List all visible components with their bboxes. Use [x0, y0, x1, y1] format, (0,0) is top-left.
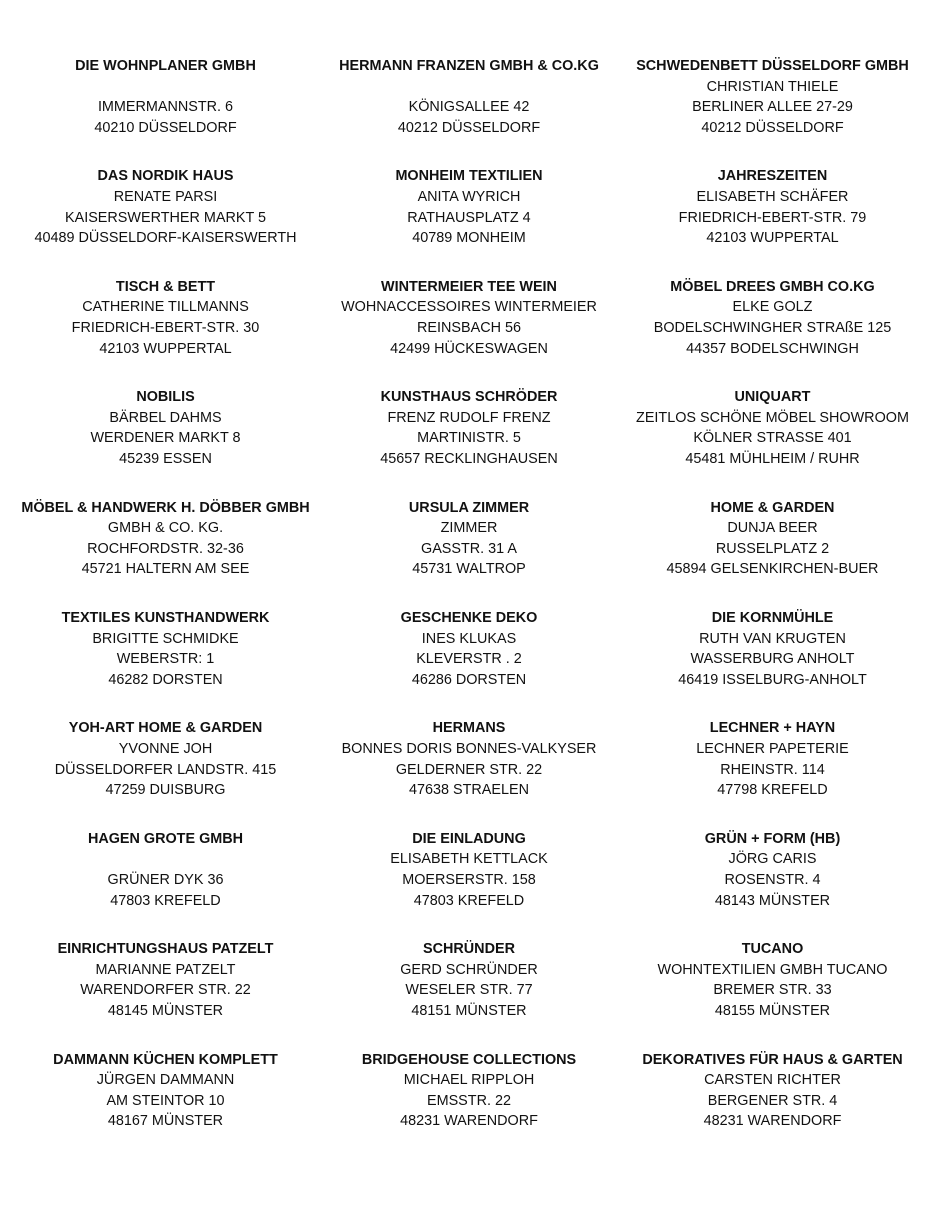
postal-city: 42103 WUPPERTAL	[706, 230, 839, 247]
address-entry	[319, 1050, 619, 1160]
postal-city: 48231 WARENDORF	[400, 1113, 538, 1130]
postal-city: 45721 HALTERN AM SEE	[81, 561, 250, 578]
postal-city: 40789 MONHEIM	[412, 230, 526, 247]
street-address: MARTINISTR. 5	[417, 430, 521, 447]
street-address: KLEVERSTR . 2	[416, 651, 522, 668]
address-entry	[319, 498, 619, 608]
street-address: EMSSTR. 22	[427, 1092, 511, 1109]
address-entry	[319, 166, 619, 276]
postal-city: 47798 KREFELD	[717, 782, 828, 799]
street-address: BERGENER STR. 4	[707, 1092, 838, 1109]
company-name: TISCH & BETT	[115, 278, 216, 295]
address-entry	[12, 718, 319, 828]
postal-city: 47803 KREFELD	[110, 892, 221, 909]
company-name: DIE KORNMÜHLE	[711, 609, 834, 626]
company-name: DIE EINLADUNG	[412, 830, 526, 847]
company-name: EINRICHTUNGSHAUS PATZELT	[57, 941, 274, 958]
contact-name: JÜRGEN DAMMANN	[96, 1072, 235, 1089]
contact-name: WOHNTEXTILIEN GMBH TUCANO	[657, 961, 888, 978]
street-address: WASSERBURG ANHOLT	[690, 651, 855, 668]
postal-city: 40489 DÜSSELDORF-KAISERSWERTH	[34, 230, 297, 247]
street-address: WEBERSTR: 1	[116, 651, 215, 668]
address-entry	[619, 166, 926, 276]
street-address: BODELSCHWINGHER STRAßE 125	[653, 319, 892, 336]
postal-city: 45657 RECKLINGHAUSEN	[380, 450, 558, 467]
address-entry	[12, 608, 319, 718]
street-address: KÖLNER STRASSE 401	[693, 430, 852, 447]
street-address: BREMER STR. 33	[713, 982, 832, 999]
street-address: RHEINSTR. 114	[720, 761, 825, 778]
postal-city: 42499 HÜCKESWAGEN	[390, 340, 548, 357]
company-name: SCHWEDENBETT DÜSSELDORF GMBH	[636, 58, 909, 74]
contact-name: CARSTEN RICHTER	[704, 1072, 841, 1089]
street-address: FRIEDRICH-EBERT-STR. 79	[678, 209, 867, 226]
postal-city: 45239 ESSEN	[119, 450, 212, 467]
postal-city: 40210 DÜSSELDORF	[94, 119, 237, 136]
address-list	[12, 56, 926, 1160]
contact-name: CATHERINE TILLMANNS	[82, 299, 249, 316]
address-entry	[619, 939, 926, 1049]
postal-city: 47803 KREFELD	[413, 892, 525, 909]
address-entry	[319, 718, 619, 828]
street-address: FRIEDRICH-EBERT-STR. 30	[71, 319, 260, 336]
contact-name: BÄRBEL DAHMS	[109, 409, 222, 426]
contact-name: JÖRG CARIS	[728, 851, 817, 868]
postal-city: 46282 DORSTEN	[108, 671, 223, 688]
company-name: DAMMANN KÜCHEN KOMPLETT	[53, 1051, 278, 1068]
company-name: LECHNER + HAYN	[709, 720, 836, 737]
contact-name: YVONNE JOH	[118, 740, 213, 757]
contact-name: ZIMMER	[440, 520, 498, 537]
postal-city: 48151 MÜNSTER	[411, 1002, 527, 1019]
street-address: KÖNIGSALLEE 42	[408, 99, 530, 116]
postal-city: 44357 BODELSCHWINGH	[686, 340, 859, 357]
address-entry	[619, 387, 926, 497]
company-name: YOH-ART HOME & GARDEN	[68, 720, 263, 737]
street-address: DÜSSELDORFER LANDSTR. 415	[54, 761, 277, 778]
postal-city: 42103 WUPPERTAL	[99, 340, 232, 357]
address-entry	[12, 498, 319, 608]
address-entry	[12, 1050, 319, 1160]
company-name: KUNSTHAUS SCHRÖDER	[380, 389, 558, 406]
contact-name: ZEITLOS SCHÖNE MÖBEL SHOWROOM	[636, 409, 909, 426]
street-address: WERDENER MARKT 8	[90, 430, 241, 447]
street-address: AM STEINTOR 10	[106, 1092, 225, 1109]
contact-name: BONNES DORIS BONNES-VALKYSER	[341, 740, 597, 757]
address-entry	[319, 829, 619, 939]
street-address: ROSENSTR. 4	[724, 871, 821, 888]
contact-name: CHRISTIAN THIELE	[706, 78, 839, 95]
street-address: WESELER STR. 77	[405, 982, 533, 999]
contact-name: LECHNER PAPETERIE	[696, 740, 849, 757]
contact-name	[319, 77, 619, 98]
address-entry	[12, 166, 319, 276]
company-name: HAGEN GROTE GMBH	[87, 830, 244, 847]
address-entry	[619, 608, 926, 718]
address-entry	[12, 387, 319, 497]
postal-city: 48155 MÜNSTER	[714, 1002, 831, 1019]
contact-name: RUTH VAN KRUGTEN	[699, 630, 846, 647]
company-name: UNIQUART	[734, 389, 811, 406]
company-name: TEXTILES KUNSTHANDWERK	[61, 609, 270, 626]
contact-name: GMBH & CO. KG.	[107, 520, 224, 537]
contact-name: DUNJA BEER	[727, 520, 818, 537]
postal-city: 48167 MÜNSTER	[107, 1113, 224, 1130]
postal-city: 48231 WARENDORF	[703, 1113, 842, 1130]
company-name: GESCHENKE DEKO	[400, 609, 538, 626]
address-entry	[619, 56, 926, 166]
contact-name	[12, 849, 319, 870]
address-entry	[619, 1050, 926, 1160]
postal-city: 47638 STRAELEN	[409, 782, 529, 799]
postal-city: 48143 MÜNSTER	[714, 892, 831, 909]
postal-city: 40212 DÜSSELDORF	[701, 119, 844, 136]
company-name: GRÜN + FORM (HB)	[704, 830, 841, 847]
contact-name	[12, 77, 319, 98]
street-address: WARENDORFER STR. 22	[80, 982, 251, 999]
address-entry	[12, 829, 319, 939]
company-name: MONHEIM TEXTILIEN	[395, 168, 543, 185]
street-address: RUSSELPLATZ 2	[715, 540, 830, 557]
contact-name: BRIGITTE SCHMIDKE	[92, 630, 239, 647]
street-address: IMMERMANNSTR. 6	[97, 99, 234, 116]
company-name: WINTERMEIER TEE WEIN	[381, 278, 557, 295]
contact-name: GERD SCHRÜNDER	[400, 961, 538, 978]
address-entry	[619, 498, 926, 608]
street-address: GRÜNER DYK 36	[107, 871, 224, 888]
contact-name: WOHNACCESSOIRES WINTERMEIER	[341, 299, 597, 316]
contact-name: ELKE GOLZ	[732, 299, 813, 316]
street-address: GELDERNER STR. 22	[395, 761, 543, 778]
contact-name: ELISABETH SCHÄFER	[696, 188, 849, 205]
address-entry	[12, 939, 319, 1049]
contact-name: ELISABETH KETTLACK	[390, 851, 548, 868]
postal-city: 45894 GELSENKIRCHEN-BUER	[666, 561, 879, 578]
company-name: HOME & GARDEN	[710, 499, 835, 516]
postal-city: 45731 WALTROP	[412, 561, 526, 578]
postal-city: 46419 ISSELBURG-ANHOLT	[678, 671, 867, 688]
street-address: GASSTR. 31 A	[421, 540, 517, 557]
postal-city: 48145 MÜNSTER	[107, 1002, 224, 1019]
company-name: MÖBEL & HANDWERK H. DÖBBER GMBH	[21, 499, 310, 516]
contact-name: INES KLUKAS	[421, 630, 517, 647]
company-name: HERMANN FRANZEN GMBH & CO.KG	[339, 58, 599, 74]
postal-city: 46286 DORSTEN	[411, 671, 527, 688]
company-name: TUCANO	[741, 941, 804, 958]
company-name: JAHRESZEITEN	[717, 168, 828, 185]
company-name: DEKORATIVES FÜR HAUS & GARTEN	[642, 1051, 903, 1068]
company-name: NOBILIS	[136, 389, 195, 406]
street-address: REINSBACH 56	[417, 319, 521, 336]
address-entry	[12, 56, 319, 166]
address-entry	[619, 829, 926, 939]
address-entry	[319, 277, 619, 387]
address-entry	[619, 718, 926, 828]
postal-city: 40212 DÜSSELDORF	[397, 119, 541, 136]
postal-city: 45481 MÜHLHEIM / RUHR	[685, 450, 860, 467]
address-entry	[319, 939, 619, 1049]
contact-name: MARIANNE PATZELT	[95, 961, 236, 978]
street-address: BERLINER ALLEE 27-29	[692, 99, 853, 116]
address-entry	[12, 277, 319, 387]
address-entry	[619, 277, 926, 387]
company-name: DIE WOHNPLANER GMBH	[75, 58, 256, 74]
address-entry	[319, 56, 619, 166]
contact-name: MICHAEL RIPPLOH	[403, 1072, 535, 1089]
street-address: KAISERSWERTHER MARKT 5	[65, 209, 266, 226]
company-name: DAS NORDIK HAUS	[97, 168, 234, 185]
company-name: SCHRÜNDER	[423, 941, 515, 958]
company-name: HERMANS	[432, 720, 506, 737]
address-entry	[319, 608, 619, 718]
postal-city: 47259 DUISBURG	[105, 782, 226, 799]
company-name: BRIDGEHOUSE COLLECTIONS	[361, 1051, 577, 1068]
street-address: MOERSERSTR. 158	[402, 871, 536, 888]
company-name: MÖBEL DREES GMBH CO.KG	[670, 278, 875, 295]
street-address: ROCHFORDSTR. 32-36	[87, 540, 244, 557]
contact-name: RENATE PARSI	[113, 188, 218, 205]
company-name: URSULA ZIMMER	[408, 499, 530, 516]
address-entry	[319, 387, 619, 497]
contact-name: FRENZ RUDOLF FRENZ	[387, 409, 551, 426]
contact-name: ANITA WYRICH	[417, 188, 521, 205]
street-address: RATHAUSPLATZ 4	[407, 209, 531, 226]
